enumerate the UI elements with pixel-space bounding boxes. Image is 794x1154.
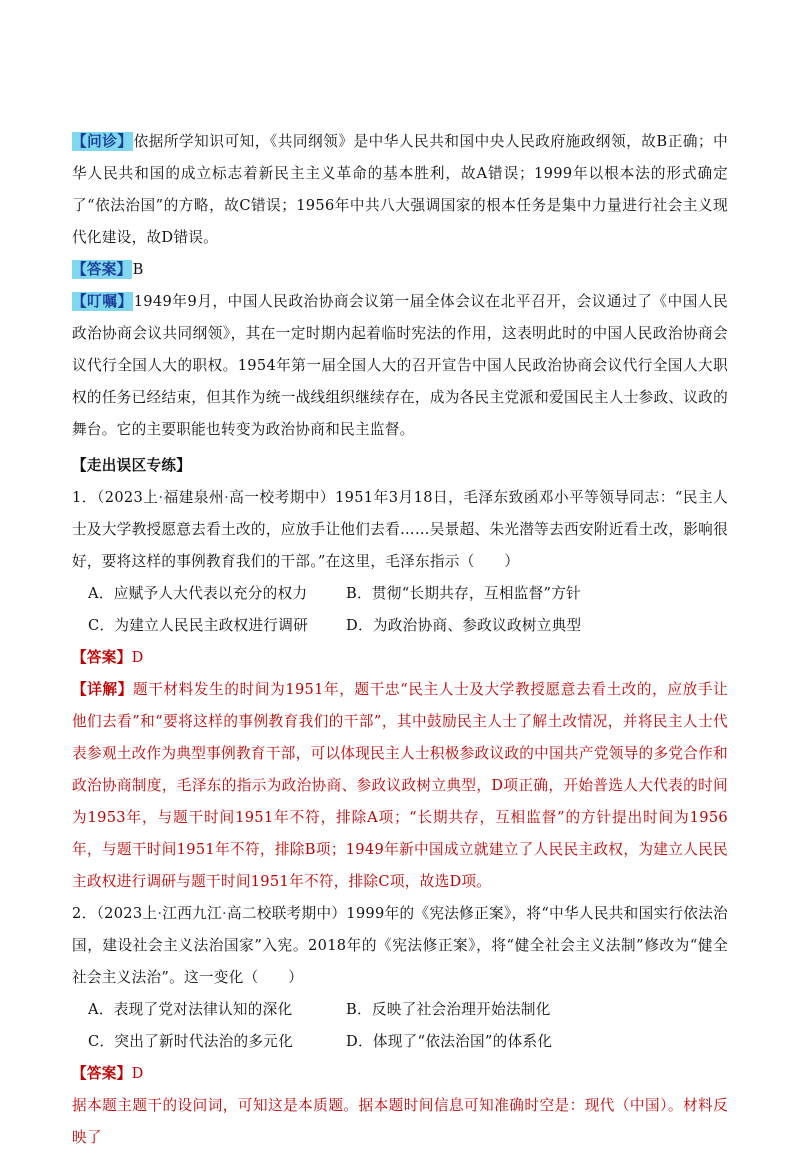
- question-2-text: 1999年的《宪法修正案》，将“中华人民共和国实行依法治国，建设社会主义法治国家”入宪。2018年的《宪法修正案》，将“健全社会主义法制”修改为“健全社会主义法治”。这一变化（ ）: [72, 905, 729, 986]
- question-2-option-b: B．反映了社会治理开始法制化: [346, 1001, 551, 1018]
- reminder-tag: 【叮嘱】: [72, 293, 133, 310]
- question-2-option-a: A．表现了党对法律认知的深化: [88, 1001, 293, 1018]
- question-1-number: 1．: [72, 489, 97, 506]
- question-1-detail: [72, 674, 728, 898]
- reminder-paragraph: [72, 286, 728, 446]
- question-2-answer-value: D: [131, 1065, 144, 1082]
- question-1-answer-tag: 【答案】: [72, 649, 132, 666]
- question-2-option-c: C．突出了新时代法治的多元化: [88, 1033, 294, 1050]
- question-1-detail-text: 题干材料发生的时间为1951年，题干忠“民主人士及大学教授愿意去看土改的，应放手让他们去看”和“要将这样的事例教育我们的干部”，其中鼓励民主人士了解土改情况，并将民主人士代表参观土改作为典型事例教育干部，可以体现民主人士积极参政议政的中国共产党领导的多党合作和政治协商制度，毛泽东的指示为政治协商、参政议政树立典型，D项正确，开始普选人大代表的时间为1953年，与题干时间1951年不符，排除A项；“长期共存，互相监督”的方针提出时间为1956年，与题干时间1951年不符，排除B项；1949年新中国成立就建立了人民民主政权，为建立人民民主政权进行调研与题干时间1951年不符，排除C项，故选D项。: [72, 681, 729, 890]
- question-2-dot-1: ·: [157, 905, 163, 922]
- question-2-region: 江西九江: [162, 905, 223, 922]
- analysis-text: 依据所学知识可知，《共同纲领》是中华人民共和国中央人民政府施政纲领，故B正确；中华人民共和国的成立标志着新民主主义革命的基本胜利，故A错误；1999年以根本法的形式确定了“依法治国”的方略，故C错误；1956年中共八大强调国家的根本任务是集中力量进行社会主义现代化建设，故D错误。: [72, 133, 728, 246]
- question-1-answer: [72, 642, 728, 674]
- question-1-source-close: 高一校考期中）: [229, 489, 336, 506]
- question-2-source-close: 高二校联考期中）: [226, 905, 347, 922]
- question-1-text: 1951年3月18日，毛泽东致函邓小平等领导同志：“民主人士及大学教授愿意去看土改的，应放手让他们去看……吴景超、朱光潜等去西安附近看土改，影响很好，要将这样的事例教育我们的干部。”在这里，毛泽东指示（ ）: [72, 489, 728, 570]
- question-1-option-c: C．为建立人民民主政权进行调研: [88, 617, 308, 634]
- question-1-option-b: B．贯彻“长期共存，互相监督”方针: [346, 585, 582, 602]
- question-2-options: [72, 994, 728, 1058]
- question-1-option-d: D．为政治协商、参政议政树立典型: [346, 617, 582, 634]
- question-1-options: [72, 578, 728, 642]
- question-1-answer-value: D: [131, 649, 144, 666]
- question-2-stem: [72, 898, 728, 994]
- analysis-paragraph: [72, 126, 728, 254]
- question-2-source-open: （2023上: [96, 905, 158, 922]
- question-1-dot-1: ·: [158, 489, 164, 506]
- analysis-tag: 【问诊】: [72, 133, 133, 150]
- question-1-dot-2: ·: [224, 489, 230, 506]
- document-content: [72, 126, 728, 1154]
- question-1-region: 福建泉州: [163, 489, 225, 506]
- answer-tag: 【答案】: [72, 261, 132, 278]
- question-1-stem: [72, 482, 728, 578]
- section-title: 【走出误区专练】: [72, 457, 192, 474]
- question-2-dot-2: ·: [222, 905, 227, 922]
- question-1-option-a: A．应赋予人大代表以充分的权力: [88, 585, 308, 602]
- question-2-answer-tag: 【答案】: [72, 1065, 132, 1082]
- reminder-text: 1949年9月，中国人民政治协商会议第一届全体会议在北平召开，会议通过了《中国人民政治协商会议共同纲领》，其在一定时期内起着临时宪法的作用，这表明此时的中国人民政治协商会议代行全国人大的职权。1954年第一届全国人大的召开宣告中国人民政治协商会议代行全国人大职权的任务已经结束，但其作为统一战线组织继续存在，成为各民主党派和爱国民主人士参政、议政的舞台。它的主要职能也转变为政治协商和民主监督。: [72, 293, 728, 438]
- question-1-source-open: （2023上: [96, 489, 159, 506]
- question-2-number: 2．: [72, 905, 97, 922]
- question-1-detail-tag: 【详解】: [72, 681, 133, 698]
- answer-line-1: [72, 254, 728, 286]
- question-2-option-d: D．体现了“依法治国”的体系化: [346, 1033, 553, 1050]
- question-2-answer: [72, 1058, 728, 1090]
- question-2-detail: 据本题主题干的设问词，可知这是本质题。据本题时间信息可知准确时空是：现代（中国）。材料反映了: [72, 1097, 728, 1146]
- answer-value: B: [132, 261, 144, 278]
